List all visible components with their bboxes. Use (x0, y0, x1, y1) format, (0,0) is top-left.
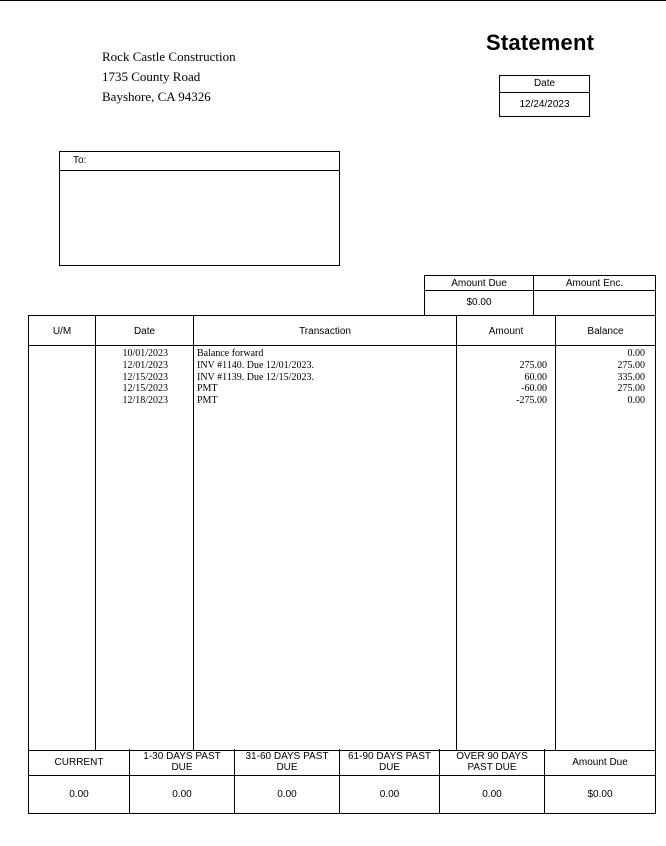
row-balance: 275.00 (617, 359, 645, 371)
aging-header-amount-due (545, 749, 655, 775)
aging-value-amount-due: $0.00 (587, 789, 613, 800)
date-box (499, 75, 590, 117)
aging-header-over-90-line1: OVER 90 DAYS (456, 751, 528, 762)
aging-value-1-30: 0.00 (172, 789, 192, 800)
table-row (29, 348, 655, 360)
row-amount: -60.00 (521, 383, 547, 395)
row-date: 12/01/2023 (122, 359, 168, 371)
aging-header-31-60-line1: 31-60 DAYS PAST (245, 751, 329, 762)
amount-box (424, 275, 656, 316)
date-label: Date (500, 76, 589, 93)
row-balance: 0.00 (627, 348, 645, 359)
row-transaction: Balance forward (197, 348, 264, 359)
table-row (29, 383, 655, 395)
row-date: 12/15/2023 (122, 371, 168, 383)
to-box (59, 151, 340, 266)
company-address-line1: 1735 County Road (102, 69, 201, 84)
row-transaction: INV #1140. Due 12/01/2023. (197, 359, 314, 371)
row-date: 12/15/2023 (122, 383, 168, 395)
aging-header-1-30 (130, 749, 234, 775)
aging-value-61-90: 0.00 (379, 789, 400, 800)
aging-header-61-90-line1: 61-90 DAYS PAST (348, 751, 431, 762)
amount-enc-value (534, 291, 655, 315)
amount-enc-label: Amount Enc. (534, 276, 655, 291)
row-transaction: INV #1139. Due 12/15/2023. (197, 371, 314, 383)
aging-header-over-90-line2: PAST DUE (467, 762, 517, 773)
aging-value-over-90: 0.00 (482, 789, 502, 800)
aging-header-31-60-line2: DUE (276, 762, 298, 773)
header-amount: Amount (488, 326, 524, 337)
row-amount: 60.00 (524, 371, 547, 383)
header-date: Date (133, 326, 156, 337)
company-block (102, 47, 236, 107)
table-header (29, 316, 655, 346)
transaction-table (28, 315, 656, 751)
company-address-line2: Bayshore, CA 94326 (102, 89, 211, 104)
date-value: 12/24/2023 (519, 99, 570, 110)
row-date: 10/01/2023 (122, 348, 168, 359)
table-row (29, 360, 655, 372)
table-row (29, 395, 655, 407)
table-body (29, 348, 655, 407)
amount-due-label: Amount Due (425, 276, 534, 291)
to-label: To: (60, 152, 339, 171)
row-transaction: PMT (197, 383, 218, 395)
row-date: 12/18/2023 (122, 395, 168, 406)
row-amount: -275.00 (516, 395, 547, 406)
header-transaction: Transaction (299, 326, 351, 337)
table-row (29, 372, 655, 384)
aging-table (28, 749, 656, 814)
top-border (0, 0, 666, 1)
aging-value-current: 0.00 (69, 789, 89, 800)
header-balance: Balance (587, 326, 624, 337)
aging-header-1-30-line1: 1-30 DAYS PAST (143, 751, 221, 762)
aging-header-over-90 (440, 749, 544, 775)
aging-header-current-text: CURRENT (54, 756, 104, 768)
row-balance: 335.00 (617, 371, 645, 383)
header-um: U/M (52, 326, 72, 337)
aging-header-31-60 (235, 749, 339, 775)
aging-header-61-90-line2: DUE (378, 762, 401, 773)
aging-header-amount-due-text: Amount Due (572, 756, 628, 768)
aging-header-1-30-line2: DUE (171, 762, 193, 773)
row-transaction: PMT (197, 395, 218, 406)
document-title: Statement (486, 30, 595, 55)
row-balance: 0.00 (627, 395, 645, 406)
aging-value-31-60: 0.00 (277, 789, 297, 800)
row-amount: 275.00 (519, 359, 547, 371)
aging-header-61-90 (340, 749, 439, 775)
amount-due-value: $0.00 (425, 291, 534, 315)
row-balance: 275.00 (617, 383, 645, 395)
company-name: Rock Castle Construction (102, 49, 236, 64)
aging-header-current (29, 749, 129, 775)
